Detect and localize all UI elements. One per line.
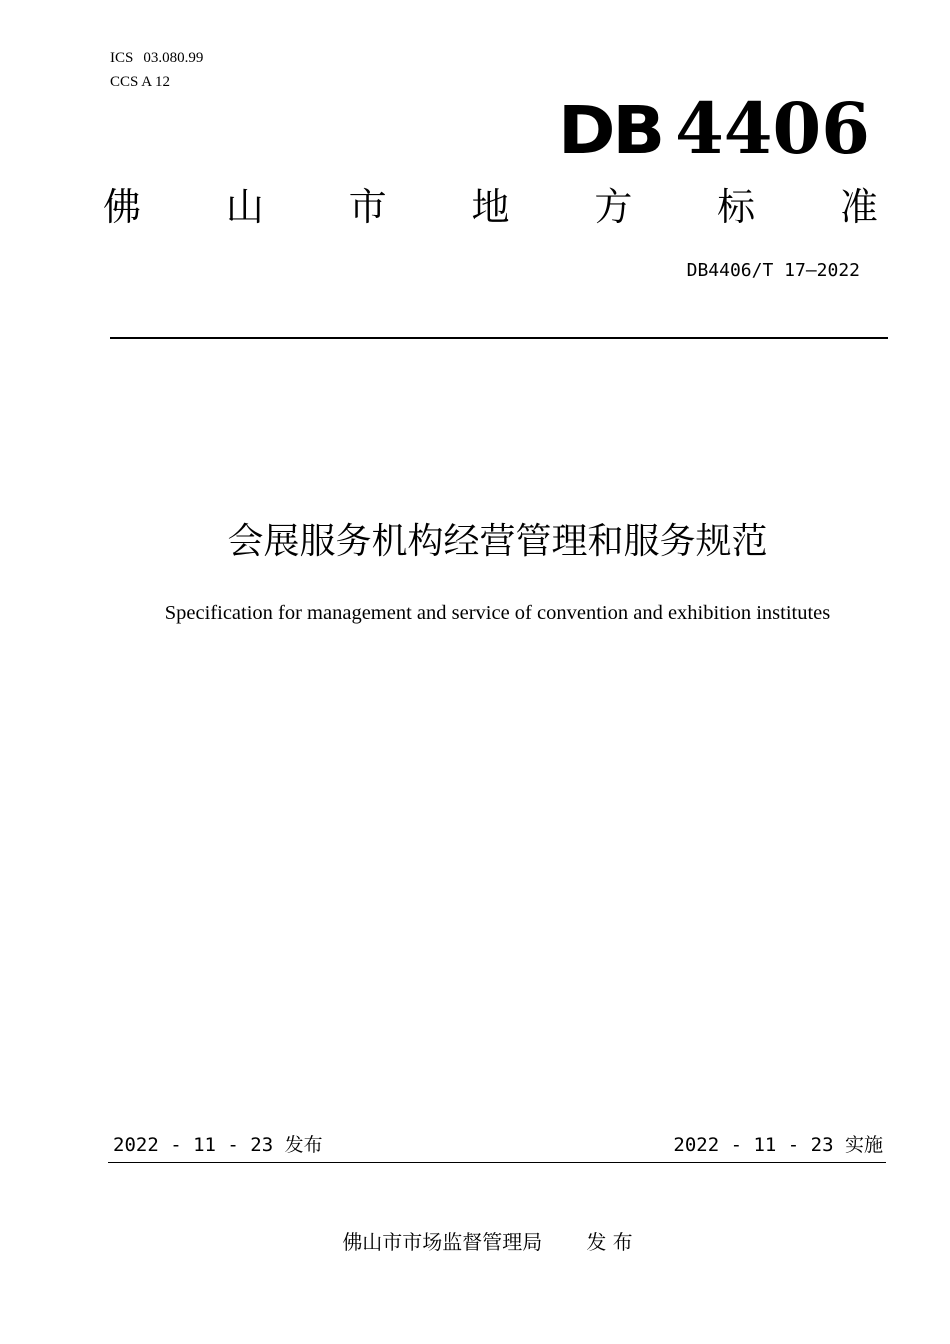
ics-code: 03.080.99 [143,50,204,66]
logo-prefix: DB [558,92,663,169]
publish-date: 2022 - 11 - 23 [113,1134,274,1156]
standard-type-char: 地 [471,185,510,229]
document-title-en: Specification for management and service of convention and exhibition institutes [164,602,831,624]
standard-type-char: 山 [225,185,264,229]
ics-classification [110,49,203,67]
standard-type-char: 准 [839,185,878,229]
standard-type-char: 方 [594,185,633,229]
publisher-name: 佛山市市场监督管理局 [342,1230,543,1254]
publisher-action: 发 布 [586,1230,633,1254]
footer-divider [108,1162,886,1163]
standard-type-char: 佛 [103,185,142,229]
effective-label: 实施 [844,1134,883,1156]
ccs-classification: CCS A 12 [110,74,171,90]
publish-date-line [113,1132,323,1158]
effective-date-line [673,1132,883,1158]
ics-label: ICS [110,50,134,66]
publish-label: 发布 [284,1134,323,1156]
standard-type-char: 标 [717,185,756,229]
document-title-zh: 会展服务机构经营管理和服务规范 [227,521,768,562]
standard-type-char: 市 [348,185,387,229]
standard-type [103,182,878,232]
effective-date: 2022 - 11 - 23 [673,1134,834,1156]
db-logo [558,87,873,170]
standard-code: DB4406/T 17—2022 [686,260,860,281]
header-divider [110,337,888,339]
publisher-line [0,1228,950,1256]
logo-number: 4406 [675,87,870,170]
